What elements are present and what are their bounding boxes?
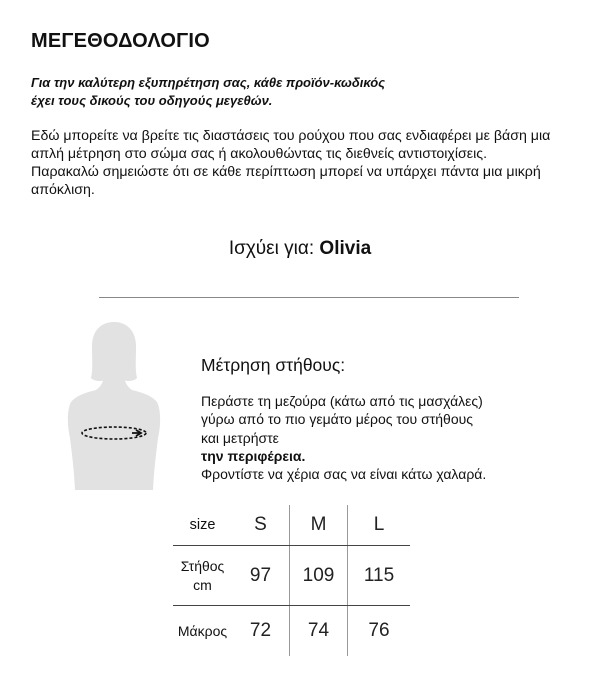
size-header-s: S <box>232 505 290 546</box>
table-cell: 115 <box>348 546 411 606</box>
instruction-text: και μετρήστε <box>201 429 279 446</box>
intro-highlight-line: Για την καλύτερη εξυπηρέτηση σας, κάθε προϊόν-κωδικός <box>31 75 386 90</box>
body-shape <box>68 370 160 490</box>
intro-paragraph: Παρακαλώ σημειώστε ότι σε κάθε περίπτωση μπορεί να υπάρχει πάντα μια μικρή απόκλιση. <box>31 164 541 198</box>
table-cell: 97 <box>232 546 290 606</box>
page-title: ΜΕΓΕΘΟΔΟΛΟΓΙΟ <box>31 30 210 52</box>
instruction-line: Φροντίστε να χέρια σας να είναι κάτω χαλαρά. <box>201 466 487 483</box>
instruction-emphasis: την περιφέρεια. <box>201 447 306 464</box>
intro-paragraph: Εδώ μπορείτε να βρείτε τις διαστάσεις του ρούχου που σας ενδιαφέρει με βάση μια απλή μέτρηση στο σώμα σας ή ακολουθώντας τις διεθνείς αντιστοιχίσεις. <box>31 128 551 162</box>
size-table <box>173 505 410 656</box>
intro-highlight <box>31 74 571 110</box>
row-label-unit: cm <box>193 576 212 593</box>
table-cell: 74 <box>290 606 348 657</box>
table-cell: 76 <box>348 606 411 657</box>
divider <box>99 297 519 298</box>
table-header-row <box>173 505 410 546</box>
measurement-instructions <box>201 392 581 483</box>
intro-text <box>31 127 576 199</box>
table-row <box>173 606 410 657</box>
table-cell: 109 <box>290 546 348 606</box>
size-header-label: size <box>173 505 232 546</box>
row-label-length: Μάκρος <box>177 622 228 639</box>
measurement-title: Μέτρηση στήθους: <box>201 355 346 375</box>
applies-label: Ισχύει για: <box>228 238 320 259</box>
instruction-line: Περάστε τη μεζούρα (κάτω από τις μασχάλες) <box>201 393 483 409</box>
row-label-line: Στήθος <box>180 557 225 574</box>
intro-highlight-line: έχει τους δικούς του οδηγούς μεγεθών. <box>31 93 273 108</box>
table-row <box>173 546 410 606</box>
applies-product: Olivia <box>319 238 372 259</box>
table-cell: 72 <box>249 620 272 641</box>
size-header-m: M <box>290 505 348 546</box>
size-header-l: L <box>348 505 411 546</box>
instruction-line <box>201 429 581 466</box>
female-bust-silhouette-icon <box>64 320 164 490</box>
applies-to <box>0 238 600 260</box>
instruction-line: γύρω από το πιο γεμάτο μέρος του στήθους <box>201 411 474 428</box>
row-label-chest <box>173 546 232 606</box>
